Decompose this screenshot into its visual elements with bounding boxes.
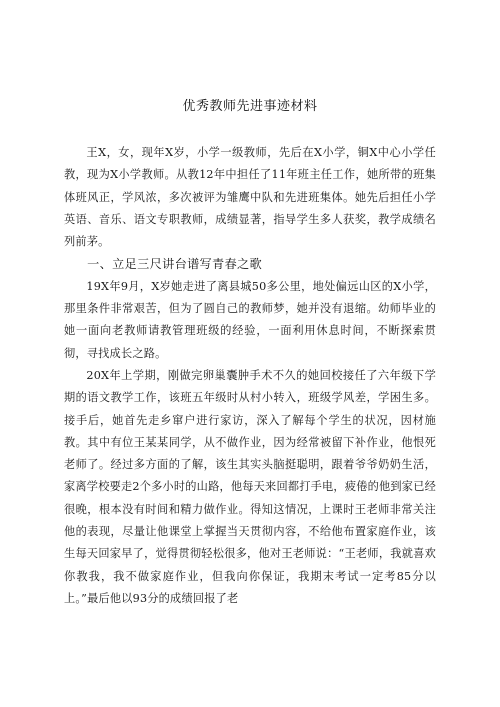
paragraph-3: 20X年上学期，刚做完卵巢囊肿手术不久的她回校接任了六年级下学期的语文教学工作，该班五年级时从村小转入，班级学风差，学困生多。接手后，她首先走乡窜户进行家访，深入了解每个学生的状况，因材施教。其中有位王某某同学，从不做作业，因为经常被留下补作业，他恨死老师了。经过多方面的了解，该生其实头脑挺聪明，跟着爷爷奶奶生活，家离学校要走2个多小时的山路，他每天来回都打手电，疲倦的他到家已经很晚，根本没有时间和精力做作业。得知这情况，上课时王老师非常关注他的表现，尽量让他课堂上掌握当天贯彻内容，不给他布置家庭作业，该生每天回家早了，觉得贯彻轻松很多，他对王老师说：“王老师，我就喜欢你教我，我不做家庭作业，但我向你保证，我期末考试一定考85分以上。”最后他以93分的成绩回报了老	[64, 368, 436, 605]
intro-paragraph: 王X，女，现年X岁，小学一级教师，先后在X小学，铜X中心小学任教，现为X小学教师。从教12年中担任了11年班主任工作，她所带的班集体班风正，学风浓，多次被评为雏鹰中队和先进班集体。她先后担任小学英语、音乐、语文专职教师，成绩显著，指导学生多人获奖，教学成绩名列前茅。	[64, 146, 436, 249]
document-title: 优秀教师先进事迹材料	[182, 99, 318, 114]
document-body	[64, 142, 436, 610]
paragraph-2: 19X年9月，X岁她走进了离县城50多公里，地处偏远山区的X小学，那里条件非常艰苦，但为了圆自己的教师梦，她并没有退缩。幼师毕业的她一面向老教师请教管理班级的经验，一面利用休息时间，不断探索贯彻，寻找成长之路。	[64, 279, 436, 360]
section-heading-1: 一、立足三尺讲台谱写青春之歌	[87, 257, 262, 272]
